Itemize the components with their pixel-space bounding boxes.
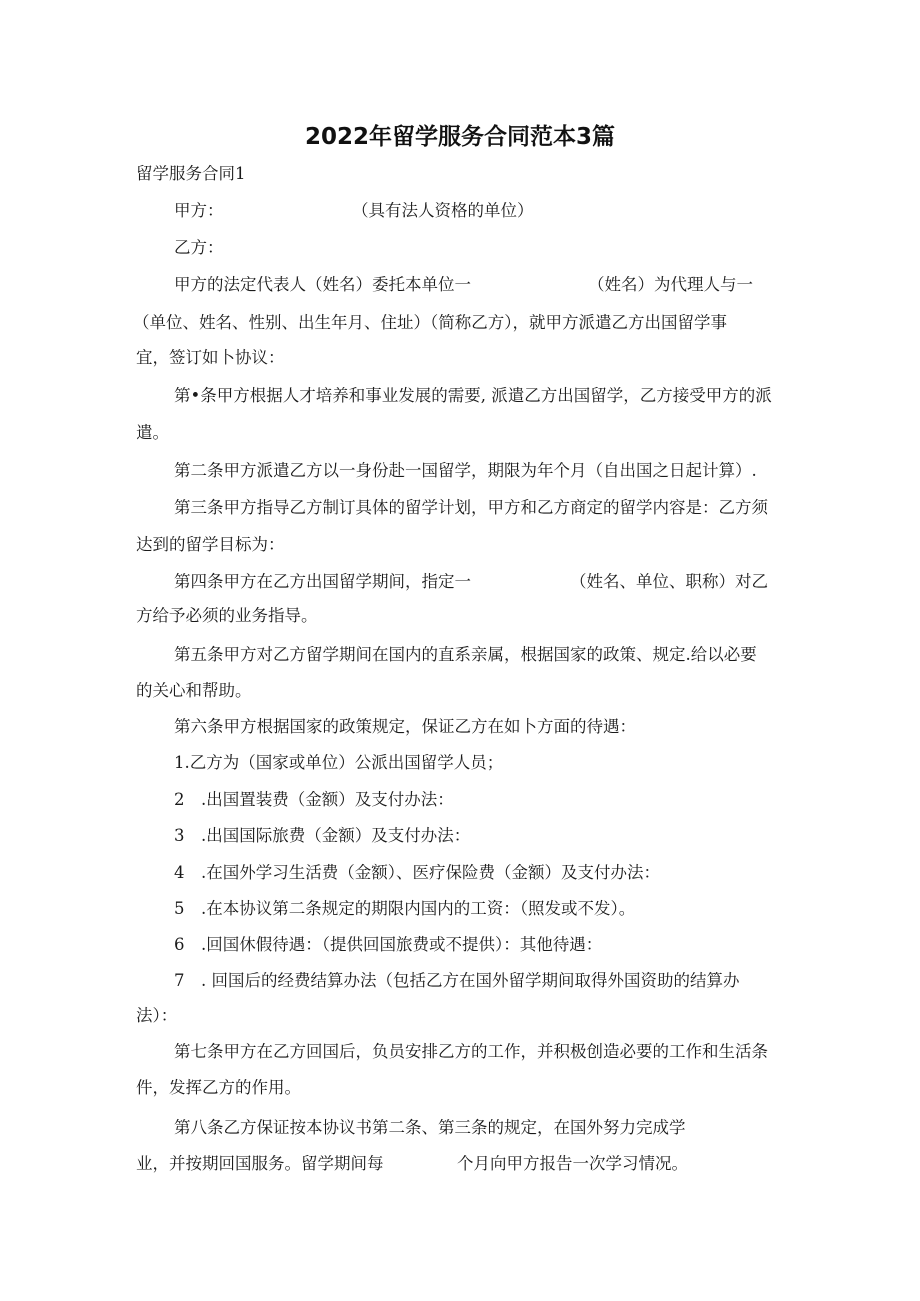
article-7-line-2: 件，发挥乙方的作用。	[136, 1078, 301, 1097]
article-6-item-7: 7 . 回国后的经费结算办法（包括乙方在国外留学期间取得外国资助的结算办	[174, 971, 740, 990]
article-5-line-1: 第五条甲方对乙方留学期间在国内的直系亲属，根据国家的政策、规定.给以必要	[174, 645, 757, 664]
article-3-line-2: 达到的留学目标为：	[136, 535, 285, 554]
article-6-item-4: 4 .在国外学习生活费（金额）、医疗保险费（金额）及支付办法：	[174, 863, 660, 882]
article-4-line-2: 方给予必须的业务指导。	[136, 606, 318, 625]
article-6-item-2: 2 .出国置装费（金额）及支付办法：	[174, 790, 454, 809]
intro-line-2: （单位、姓名、性别、出生年月、住址）（简称乙方），就甲方派遣乙方出国留学事	[133, 313, 727, 332]
article-1-line-2: 遣。	[136, 423, 169, 442]
article-4-line-1a: 第四条甲方在乙方出国留学期间，指定一	[174, 572, 471, 591]
contract-subtitle: 留学服务合同1	[136, 164, 246, 183]
article-2-line-1: 第二条甲方派遣乙方以一身份赴一国留学，期限为年个月（自出国之日起计算）.	[174, 461, 757, 480]
article-5-line-2: 的关心和帮助。	[136, 681, 252, 700]
article-3-line-1: 第三条甲方指导乙方制订具体的留学计划，甲方和乙方商定的留学内容是：乙方须	[174, 498, 768, 517]
article-1-line-1: 第•条甲方根据人才培养和事业发展的需要, 派遣乙方出国留学，乙方接受甲方的派	[174, 386, 772, 405]
intro-line-3: 宜，签订如卜协议：	[136, 348, 285, 367]
article-6-item-3: 3 .出国国际旅费（金额）及支付办法：	[174, 826, 471, 845]
article-6-item-5: 5 .在本协议第二条规定的期限内国内的工资：（照发或不发）。	[174, 899, 636, 918]
article-8-line-2a: 业，并按期回国服务。留学期间每	[136, 1154, 384, 1173]
document-title: 2022年留学服务合同范本3篇	[304, 124, 616, 150]
article-6-line-1: 第六条甲方根据国家的政策规定，保证乙方在如卜方面的待遇：	[174, 717, 636, 736]
intro-line-1b: （姓名）为代理人与一	[588, 275, 753, 294]
party-a-note: （具有法人资格的单位）	[352, 201, 534, 220]
article-4-line-1b: （姓名、单位、职称）对乙	[570, 572, 768, 591]
party-b-label: 乙方：	[174, 238, 224, 257]
article-8-line-2b: 个月向甲方报告一次学习情况。	[457, 1154, 688, 1173]
article-7-line-1: 第七条甲方在乙方回国后，负员安排乙方的工作，并积极创造必要的工作和生活条	[174, 1042, 768, 1061]
intro-line-1a: 甲方的法定代表人（姓名）委托本单位一	[174, 275, 471, 294]
article-6-item-1: 1.乙方为（国家或单位）公派出国留学人员；	[174, 753, 504, 772]
article-6-item-6: 6 .回国休假待遇：（提供回国旅费或不提供）：其他待遇：	[174, 935, 603, 954]
article-6-item-7-cont: 法）：	[136, 1006, 178, 1025]
article-8-line-1: 第八条乙方保证按本协议书第二条、第三条的规定，在国外努力完成学	[174, 1118, 686, 1137]
party-a-label: 甲方：	[174, 201, 224, 220]
